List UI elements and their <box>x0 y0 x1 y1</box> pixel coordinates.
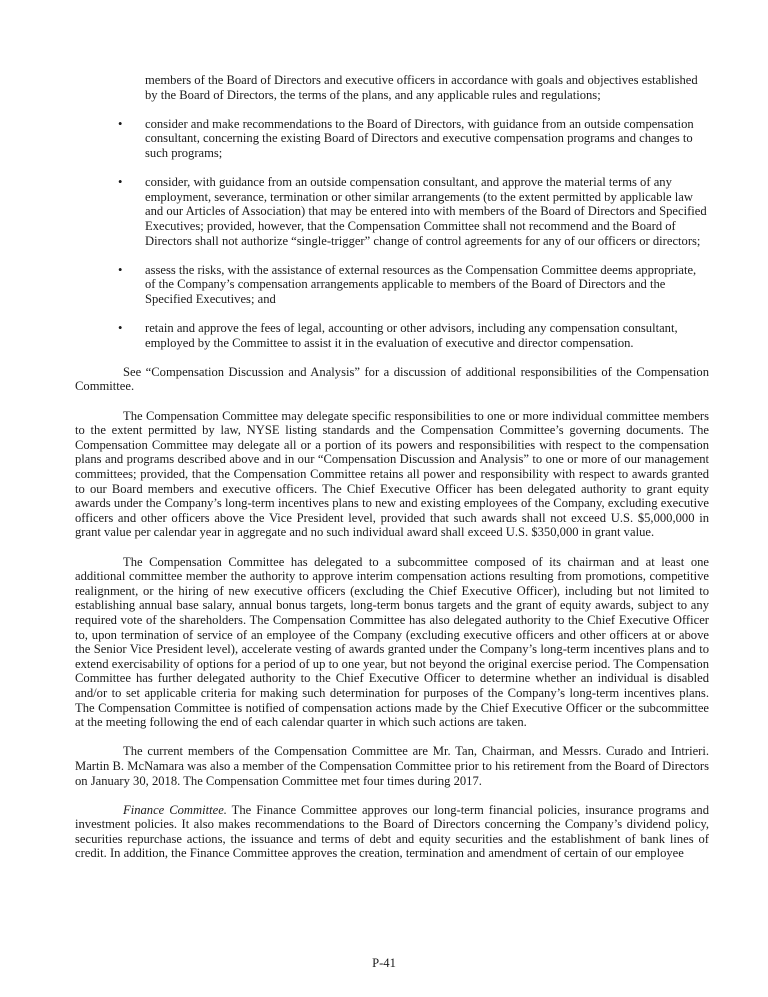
bullet-text: assess the risks, with the assistance of external resources as the Compensation Committee deems appropriate, of the Company’s compensation arrangements applicable to members of the Board of Directors and the Specified Executives; and <box>145 262 697 306</box>
finance-committee-body: The Finance Committee approves our long-term financial policies, insurance programs and investment policies. It also makes recommendations to the Board of Directors concerning the Company’s dividend policy, securities repurchase actions, the issuance and terms of debt and equity securities and the establishment of bank lines of credit. In addition, the Finance Committee approves the creation, termination and amendment of certain of our employee <box>75 802 709 861</box>
bullet-text: consider, with guidance from an outside compensation consultant, and approve the material terms of any employment, severance, termination or other similar arrangements (to the extent permitted by applicable law and our Articles of Association) that may be entered into with members of the Board of Directors and Specified Executives; provided, however, that the Compensation Committee shall not recommend and the Board of Directors shall not authorize “single-trigger” change of control agreements for any of our officers or directors; <box>145 175 707 248</box>
bullet-icon: • <box>118 262 123 277</box>
paragraph-finance-committee <box>75 803 709 861</box>
bullet-text: retain and approve the fees of legal, accounting or other advisors, including any compensation consultant, employed by the Committee to assist it in the evaluation of executive and director compensation. <box>145 321 678 350</box>
paragraph-members: The current members of the Compensation Committee are Mr. Tan, Chairman, and Messrs. Curado and Intrieri. Martin B. McNamara was also a member of the Compensation Committee prior to his retirement from the Board of Directors on January 30, 2018. The Compensation Committee met four times during 2017. <box>75 744 709 788</box>
bullet-icon: • <box>118 116 123 131</box>
bullet-icon: • <box>118 321 123 336</box>
paragraph-subcommittee: The Compensation Committee has delegated to a subcommittee composed of its chairman and at least one additional committee member the authority to approve interim compensation actions resulting from promotions, competitive realignment, or the hiring of new executive officers (excluding the Chief Executive Officer), including but not limited to establishing annual base salary, annual bonus targets, long-term bonus targets and the grant of equity awards, subject to any required vote of the shareholders. The Compensation Committee has also delegated authority to the Chief Executive Officer to, upon termination of service of an employee of the Company (excluding executive officers and other officers at or above the Senior Vice President level), accelerate vesting of awards granted under the Company’s long-term incentives plans and to extend exercisability of options for a period of up to one year, but not beyond the original exercise period. The Compensation Committee has further delegated authority to the Chief Executive Officer to determine whether an individual is disabled and/or to set applicable criteria for making such determination for purposes of the Company’s long-term incentives plans. The Compensation Committee is notified of compensation actions made by the Chief Executive Officer or the subcommittee at the meeting following the end of each calendar quarter in which such actions are taken. <box>75 554 709 730</box>
bullet-item <box>118 116 709 161</box>
document-page <box>75 73 709 861</box>
bullet-item <box>118 262 709 307</box>
bullet-item <box>118 321 709 350</box>
bullet-icon: • <box>118 175 123 190</box>
finance-committee-heading: Finance Committee. <box>123 802 227 817</box>
paragraph-delegation: The Compensation Committee may delegate specific responsibilities to one or more individual committee members to the extent permitted by law, NYSE listing standards and the Compensation Committee’s governing documents. The Compensation Committee may delegate all or a portion of its powers and responsibilities with respect to the compensation plans and programs described above and in our “Compensation Discussion and Analysis” to one or more of our management committees; provided, that the Compensation Committee retains all power and responsibility with respect to awards granted to our Board members and executive officers. The Chief Executive Officer has been delegated authority to grant equity awards under the Company’s long-term incentives plans to new and existing employees of the Company, excluding executive officers and other officers above the Vice President level, provided that such awards shall not exceed U.S. $5,000,000 in grant value per calendar year in aggregate and no such individual award shall exceed U.S. $350,000 in grant value. <box>75 408 709 540</box>
page-number: P-41 <box>372 956 396 970</box>
continuation-text: members of the Board of Directors and executive officers in accordance with goals and objectives established by the Board of Directors, the terms of the plans, and any applicable rules and regulations; <box>145 73 698 102</box>
paragraph-see-cda: See “Compensation Discussion and Analysis” for a discussion of additional responsibilities of the Compensation Committee. <box>75 364 709 394</box>
bullet-item <box>118 175 709 248</box>
bullet-text: consider and make recommendations to the Board of Directors, with guidance from an outside compensation consultant, concerning the existing Board of Directors and executive compensation programs and changes to such programs; <box>145 116 694 160</box>
